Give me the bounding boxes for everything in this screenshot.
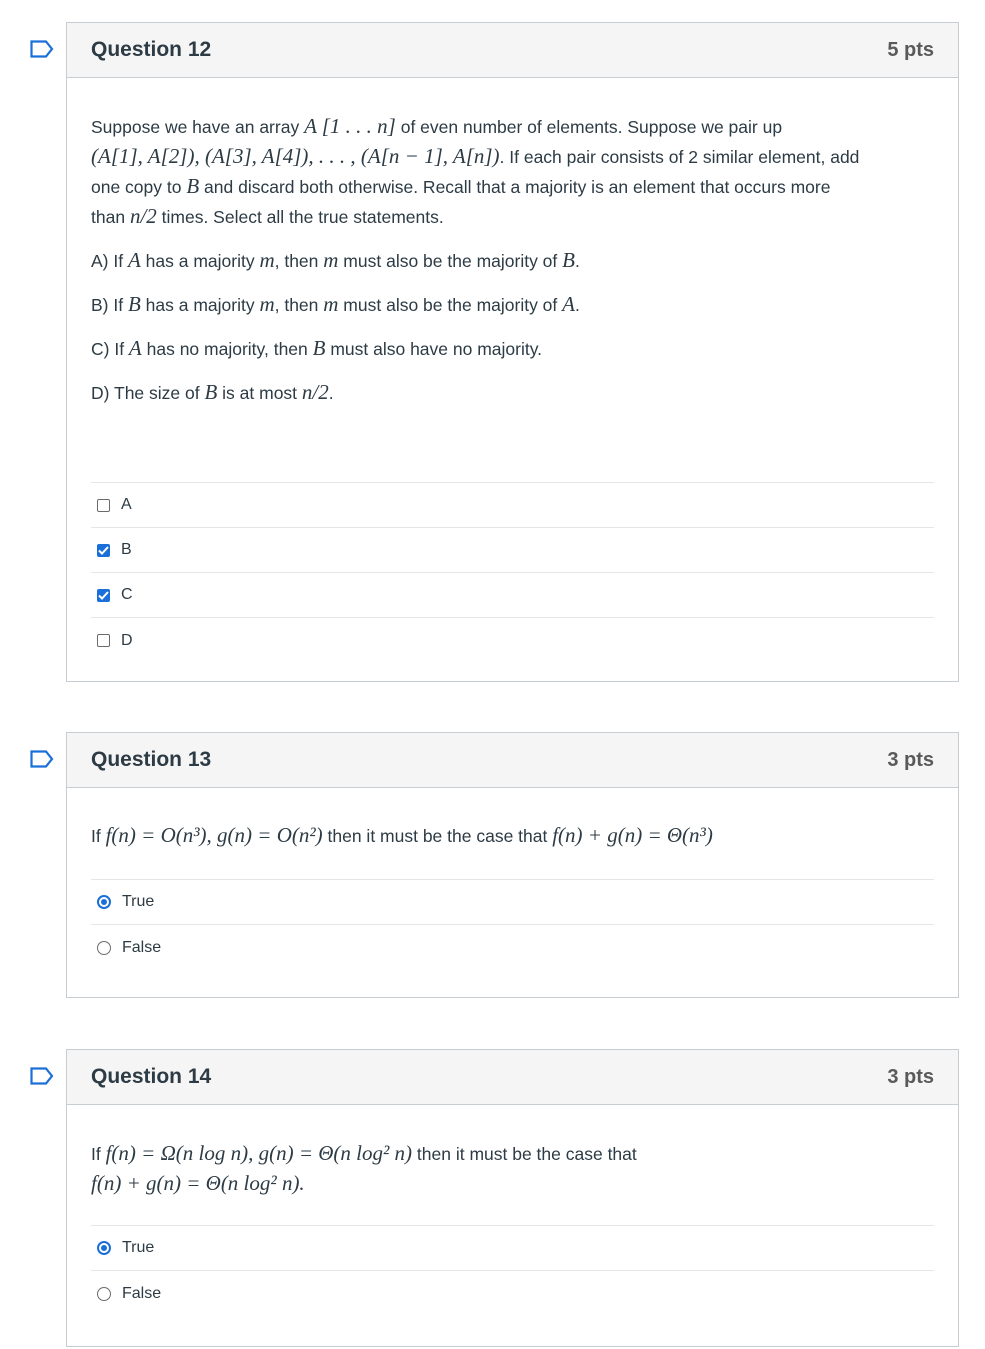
- question-13: [66, 732, 959, 998]
- question-header: [67, 733, 958, 788]
- statement-a: A) If A has a majority m, then m must also be the majority of B.: [91, 248, 580, 272]
- answer-options: [91, 879, 934, 970]
- statement-b: B) If B has a majority m, then m must also be the majority of A.: [91, 292, 580, 316]
- question-points: 3 pts: [887, 1065, 934, 1088]
- question-14: [66, 1049, 959, 1347]
- flag-question-icon[interactable]: [30, 750, 54, 768]
- statement-d: D) The size of B is at most n/2.: [91, 380, 334, 404]
- checkbox-icon[interactable]: [97, 499, 110, 512]
- radio-icon[interactable]: [97, 1287, 111, 1301]
- question-title: Question 14: [91, 1065, 212, 1088]
- question-text: If f(n) = Ω(n log n), g(n) = Θ(n log² n) then it must be the case that f(n) + g(n) = Θ(n log² n).: [91, 1141, 637, 1195]
- question-header: [67, 1050, 958, 1105]
- radio-selected-icon[interactable]: [97, 895, 111, 909]
- question-points: 5 pts: [887, 38, 934, 61]
- option-a[interactable]: A: [91, 483, 934, 528]
- question-text: Suppose we have an array A [1 . . . n] of even number of elements. Suppose we pair up (A[1], A[2]), (A[3], A[4]), . . . , (A[n − 1], A[n]). If each pair consists of 2 similar element, add one copy to B and discard both otherwise. Recall that a majority is an element that occurs more than n/2 times. Select all the true statements.: [91, 114, 860, 228]
- question-12: [66, 22, 959, 682]
- option-d[interactable]: D: [91, 618, 934, 663]
- question-body: [67, 1105, 958, 1316]
- statement-c: C) If A has no majority, then B must also have no majority.: [91, 336, 543, 360]
- radio-selected-icon[interactable]: [97, 1241, 111, 1255]
- question-title: Question 13: [91, 748, 212, 771]
- flag-question-icon[interactable]: [30, 1067, 54, 1085]
- option-b[interactable]: B: [91, 528, 934, 573]
- checkbox-checked-icon[interactable]: [97, 589, 110, 602]
- flag-question-icon[interactable]: [30, 40, 54, 58]
- option-true[interactable]: True: [91, 880, 934, 925]
- option-c[interactable]: C: [91, 573, 934, 618]
- checkbox-icon[interactable]: [97, 634, 110, 647]
- question-text: If f(n) = O(n³), g(n) = O(n²) then it must be the case that f(n) + g(n) = Θ(n³): [91, 823, 713, 847]
- checkbox-checked-icon[interactable]: [97, 544, 110, 557]
- option-false[interactable]: False: [91, 1271, 934, 1316]
- question-points: 3 pts: [887, 748, 934, 771]
- option-false[interactable]: False: [91, 925, 934, 970]
- question-header: [67, 23, 958, 78]
- answer-options: [91, 482, 934, 663]
- question-title: Question 12: [91, 38, 212, 61]
- answer-options: [91, 1225, 934, 1316]
- question-body: [67, 788, 958, 970]
- option-true[interactable]: True: [91, 1226, 934, 1271]
- question-body: [67, 78, 958, 663]
- radio-icon[interactable]: [97, 941, 111, 955]
